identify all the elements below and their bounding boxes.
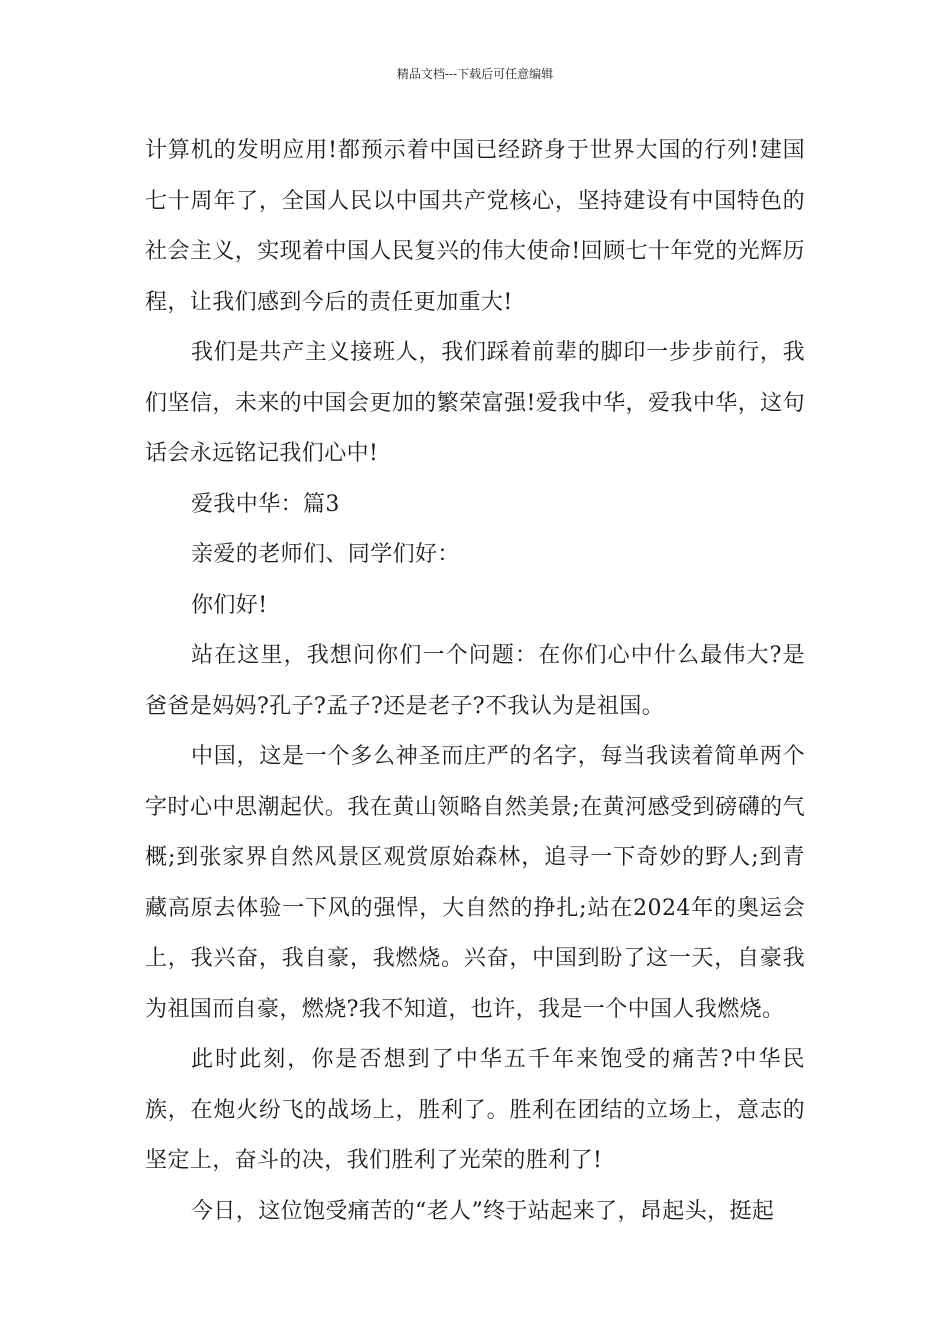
paragraph: 中国，这是一个多么神圣而庄严的名字，每当我读着简单两个字时心中思潮起伏。我在黄山领略自然美景;在黄河感受到磅礴的气概;到张家界自然风景区观赏原始森林，追寻一下奇妙的野人;到青藏高原去体验一下风的强悍，大自然的挣扎;站在2024年的奥运会上，我兴奋，我自豪，我燃烧。兴奋，中国到盼了这一天，自豪我为祖国而自豪，燃烧?我不知道，也许，我是一个中国人我燃烧。 [145,744,805,1022]
paragraph: 此时此刻，你是否想到了中华五千年来饱受的痛苦?中华民族，在炮火纷飞的战场上，胜利了。胜利在团结的立场上，意志的坚定上，奋斗的决，我们胜利了光荣的胜利了! [145,1047,805,1173]
page-header: 精品文档---下载后可任意编辑 [396,67,554,81]
paragraph: 我们是共产主义接班人，我们踩着前辈的脚印一步步前行，我们坚信，未来的中国会更加的繁荣富强!爱我中华，爱我中华，这句话会永远铭记我们心中! [145,340,805,466]
salutation: 亲爱的老师们、同学们好： [191,542,460,567]
paragraph: 今日，这位饱受痛苦的“老人”终于站起来了，昂起头，挺起 [191,1198,775,1224]
greeting: 你们好! [191,592,268,618]
paragraph-continuation: 计算机的发明应用!都预示着中国已经跻身于世界大国的行列!建国七十周年了，全国人民以中国共产党核心，坚持建设有中国特色的社会主义，实现着中国人民复兴的伟大使命!回顾七十年党的光辉历程，让我们感到今后的责任更加重大! [145,138,805,315]
paragraph: 站在这里，我想问你们一个问题：在你们心中什么最伟大?是爸爸是妈妈?孔子?孟子?还是老子?不我认为是祖国。 [145,643,805,719]
section-heading: 爱我中华：篇3 [191,491,340,517]
document-body [145,126,805,1237]
